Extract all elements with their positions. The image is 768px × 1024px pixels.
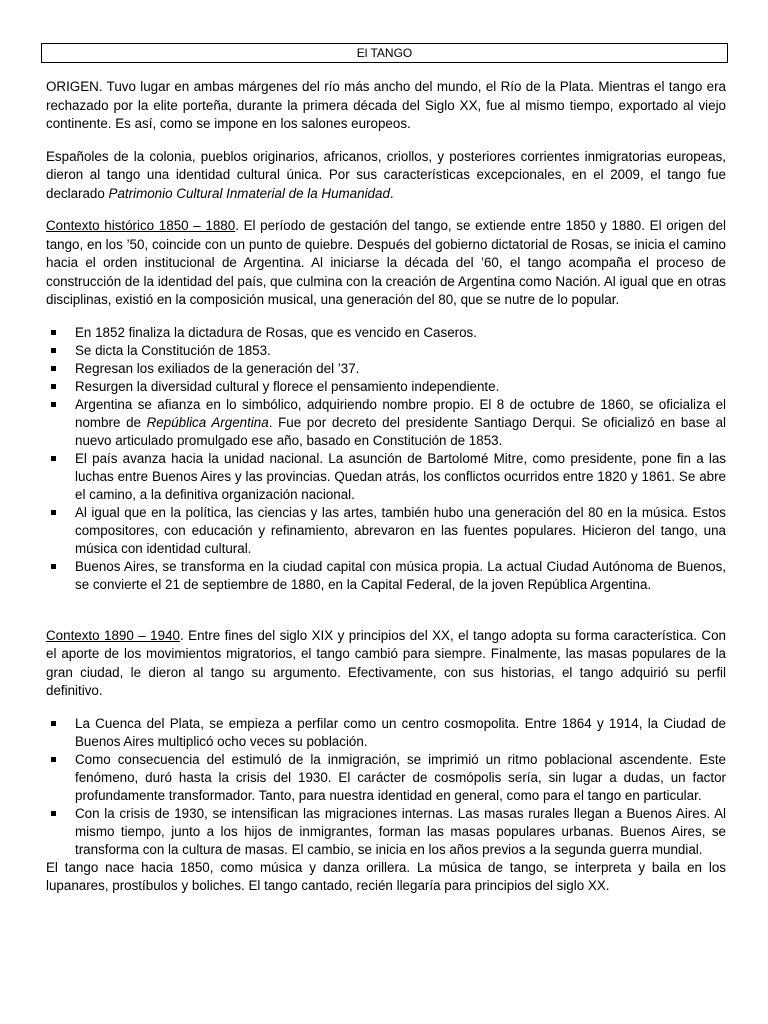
list-item bbox=[46, 378, 726, 396]
bullet-square-icon bbox=[51, 348, 56, 353]
paragraph-espanoles bbox=[46, 148, 726, 204]
section-heading-contexto-1890: Contexto 1890 – 1940 bbox=[46, 627, 180, 643]
list-item bbox=[46, 805, 726, 859]
list-item-text: En 1852 finaliza la dictadura de Rosas, que es vencido en Caseros. bbox=[75, 324, 477, 340]
paragraph-espanoles-end: . bbox=[389, 185, 394, 201]
list-item bbox=[46, 342, 726, 360]
list-item bbox=[46, 751, 726, 805]
list-item bbox=[46, 360, 726, 378]
bullet-square-icon bbox=[51, 384, 56, 389]
list-item-text: Se dicta la Constitución de 1853. bbox=[75, 342, 271, 358]
bullet-square-icon bbox=[51, 510, 56, 515]
bullet-square-icon bbox=[51, 402, 56, 407]
paragraph-final: El tango nace hacia 1850, como música y danza orillera. La música de tango, se interpreta y baila en los lupanares, prostíbulos y boliches. El tango cantado, recién llegaría para principios del siglo XX. bbox=[46, 859, 726, 893]
bullet-square-icon bbox=[51, 757, 56, 762]
paragraph-contexto-historico bbox=[46, 217, 726, 310]
section-heading-contexto-historico: Contexto histórico 1850 – 1880 bbox=[46, 218, 236, 233]
bullet-square-icon bbox=[51, 456, 56, 461]
list-item-text: Resurgen la diversidad cultural y florece el pensamiento independiente. bbox=[75, 378, 500, 394]
list-item-text: La Cuenca del Plata, se empieza a perfilar como un centro cosmopolita. Entre 1864 y 1914, la Ciudad de Buenos Aires multiplicó ocho veces su población. bbox=[75, 715, 726, 749]
document-title: El TANGO bbox=[41, 43, 728, 63]
paragraph-origen: ORIGEN. Tuvo lugar en ambas márgenes del río más ancho del mundo, el Río de la Plata. Mientras el tango era rechazado por la elite porteña, durante la primera década del Siglo XX, fue al mismo tiempo, exportado al viejo continente. Es así, como se impone en los salones europeos. bbox=[46, 79, 726, 131]
paragraph-contexto-historico-text: . El período de gestación del tango, se extiende entre 1850 y 1880. El origen del tango, en los ’50, coincide con un punto de quiebre. Después del gobierno dictatorial de Rosas, se inicia el camino hacia el orden institucional de Argentina. Al iniciarse la década del ’60, el tango acompaña el proceso de construcción de la identidad del país, que culmina con la creación de Argentina como Nación. Al igual que en otras disciplinas, existió en la composición musical, una generación del 80, que se nutre de lo popular. bbox=[46, 218, 726, 307]
list-item bbox=[46, 324, 726, 342]
republica-argentina-italic: República Argentina bbox=[146, 414, 269, 430]
patrimonio-italic: Patrimonio Cultural Inmaterial de la Humanidad bbox=[108, 185, 390, 201]
list-item bbox=[46, 396, 726, 450]
bullet-square-icon bbox=[51, 330, 56, 335]
list-item-text-end: . Fue por decreto del presidente Santiago Derqui. Se oficializó en base al nuevo articulado promulgado ese año, basado en Constitución de 1853. bbox=[75, 414, 726, 448]
paragraph-contexto-1890-text: . Entre fines del siglo XIX y principios del XX, el tango adopta su forma característica. Con el aporte de los movimientos migratorios, el tango cambió para siempre. Finalmente, las masas populares de la gran ciudad, le dieron al tango su argumento. Efectivamente, con sus historias, el tango adquirió su perfil definitivo. bbox=[46, 627, 726, 698]
list-item-text: El país avanza hacia la unidad nacional. La asunción de Bartolomé Mitre, como presidente, pone fin a las luchas entre Buenos Aires y las provincias. Quedan atrás, los conflictos ocurridos entre 1820 y 1861. Se abre el camino, a la definitiva organización nacional. bbox=[75, 450, 726, 502]
list-item bbox=[46, 450, 726, 504]
paragraph-contexto-1890 bbox=[46, 627, 726, 701]
bullet-square-icon bbox=[51, 366, 56, 371]
list-item bbox=[46, 558, 726, 594]
bullet-square-icon bbox=[51, 564, 56, 569]
bullet-list-contexto-1890 bbox=[46, 715, 726, 859]
list-item-text: Como consecuencia del estimuló de la inmigración, se imprimió un ritmo poblacional ascendente. Este fenómeno, duró hasta la crisis del 1930. El carácter de cosmópolis sería, sin lugar a dudas, un factor profundamente transformador. Tanto, para nuestra identidad en general, como para el tango en particular. bbox=[75, 751, 726, 803]
list-item bbox=[46, 715, 726, 751]
bullet-list-contexto-historico bbox=[46, 324, 726, 594]
list-item-text: Con la crisis de 1930, se intensifican las migraciones internas. Las masas rurales llegan a Buenos Aires. Al mismo tiempo, junto a los hijos de inmigrantes, forman las masas populares urbanas. Buenos Aires, se transforma con la cultura de masas. El cambio, se inicia en los años previos a la segunda guerra mundial. bbox=[75, 805, 726, 857]
list-item-text: Buenos Aires, se transforma en la ciudad capital con música propia. La actual Ciudad Autónoma de Buenos, se convierte el 21 de septiembre de 1880, en la Capital Federal, de la joven República Argentina. bbox=[75, 558, 726, 592]
bullet-square-icon bbox=[51, 811, 56, 816]
list-item-text: Argentina se afianza en lo simbólico, adquiriendo nombre propio. El 8 de octubre de 1860, se oficializa el nombre de bbox=[75, 396, 726, 430]
bullet-square-icon bbox=[51, 721, 56, 726]
list-item-text: Regresan los exiliados de la generación del ’37. bbox=[75, 360, 360, 376]
list-item-text: Al igual que en la política, las ciencias y las artes, también hubo una generación del 80 en la música. Estos compositores, con educación y refinamiento, abrevaron en las fuentes populares. Hicieron del tango, una música con identidad cultural. bbox=[75, 504, 726, 556]
list-item bbox=[46, 504, 726, 558]
paragraph-espanoles-text: Españoles de la colonia, pueblos originarios, africanos, criollos, y posteriores corrientes inmigratorias europeas, dieron al tango una identidad cultural única. Por sus características excepcionales, en el 2009, el tango fue declarado bbox=[46, 148, 726, 201]
